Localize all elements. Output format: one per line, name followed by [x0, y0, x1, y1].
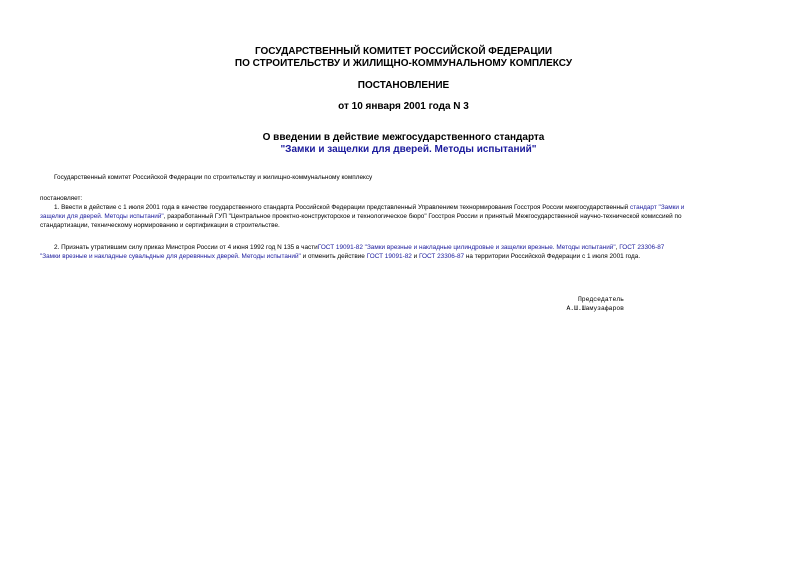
- item-2-text-3: на территории Российской Федерации с 1 июля 2001 года.: [464, 253, 641, 260]
- item-1-text: 1. Ввести в действие с 1 июля 2001 года в качестве государственного стандарта Российской Федерации представленный Управлением технормирования Госстроя России межгосударственный: [54, 204, 631, 211]
- gost-23306-87-title-link[interactable]: "Замки врезные и накладные сувальдные для деревянных дверей. Методы испытаний": [40, 253, 301, 260]
- gost-19091-82-link-2[interactable]: ГОСТ 19091-82: [366, 253, 412, 260]
- document-date-number: от 10 января 2001 года N 3: [338, 101, 469, 112]
- item-2-sep: ,: [615, 244, 620, 251]
- document-type: ПОСТАНОВЛЕНИЕ: [357, 80, 450, 91]
- subject-standard-link[interactable]: "Замки и защелки для дверей. Методы испытаний": [280, 144, 537, 155]
- document-subject: [0, 132, 807, 156]
- item-2-text-2: и отменить действие: [300, 253, 367, 260]
- item-1-standard-link-start[interactable]: стандарт "Замки и: [630, 204, 685, 211]
- item-1: [40, 203, 773, 230]
- gost-19091-82-link[interactable]: ГОСТ 19091-82 "Замки врезные и накладные цилиндровые и защелки врезные. Методы испытаний": [317, 244, 616, 251]
- document-header: [0, 46, 807, 70]
- preamble: Государственный комитет Российской Федерации по строительству и жилищно-коммунальному комплексу: [54, 174, 373, 181]
- org-name-line2: ПО СТРОИТЕЛЬСТВУ И ЖИЛИЩНО-КОММУНАЛЬНОМУ КОМПЛЕКСУ: [234, 58, 573, 69]
- gost-23306-87-link[interactable]: ГОСТ 23306-87: [619, 244, 665, 251]
- signature-name: А.Ш.Шамузафаров: [566, 305, 624, 312]
- item-1-line3: стандартизации, техническому нормированию и сертификации в строительстве.: [40, 222, 280, 229]
- item-2: [40, 243, 773, 261]
- decree-word: постановляет:: [40, 195, 83, 202]
- signature-title: Председатель: [577, 296, 624, 303]
- item-1-line1: [40, 203, 773, 212]
- item-2-line2: [40, 252, 773, 261]
- signature-block: [540, 295, 624, 313]
- org-name-line1: ГОСУДАРСТВЕННЫЙ КОМИТЕТ РОССИЙСКОЙ ФЕДЕРАЦИИ: [254, 46, 553, 57]
- item-1-line2: [40, 212, 773, 221]
- item-2-line1: [40, 243, 773, 252]
- item-1-text-2: , разработанный ГУП "Центральное проектно-конструкторское и технологическое бюро" Госстроя России и принятый Межгосударственной научно-технической комиссией по: [163, 213, 682, 220]
- item-1-standard-link-end[interactable]: защелки для дверей. Методы испытаний": [40, 213, 164, 220]
- subject-line1: О введении в действие межгосударственного стандарта: [262, 132, 545, 143]
- gost-23306-87-link-2[interactable]: ГОСТ 23306-87: [418, 253, 465, 260]
- item-2-text: 2. Признать утратившим силу приказ Минстроя России от 4 июня 1992 год N 135 в части: [54, 244, 318, 251]
- item-2-and: и: [411, 253, 419, 260]
